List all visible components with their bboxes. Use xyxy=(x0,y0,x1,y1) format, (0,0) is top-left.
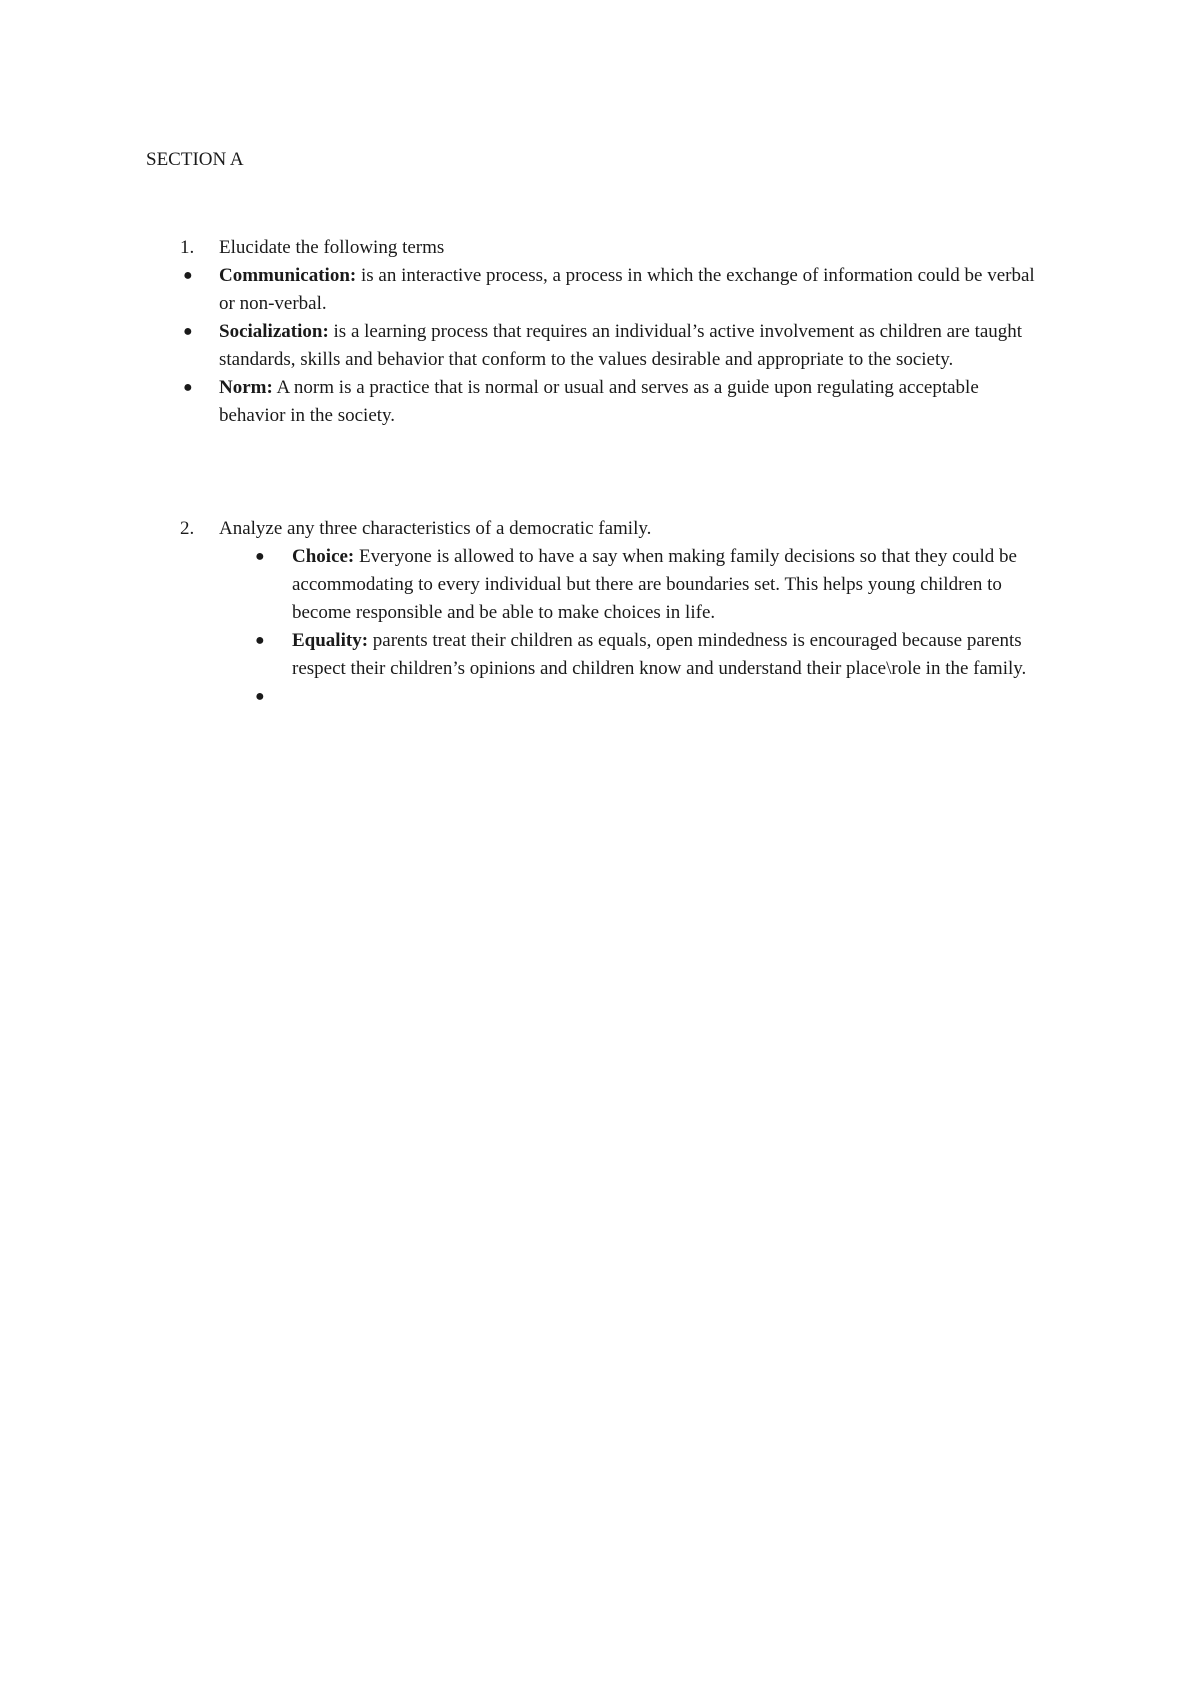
bullet-icon: ● xyxy=(255,688,265,705)
term-label: Communication: xyxy=(219,265,357,286)
question-1-heading xyxy=(0,234,1200,262)
section-title: SECTION A xyxy=(146,149,244,170)
term-definition: A norm is a practice that is normal or usual and serves as a guide upon regulating acceptable behavior in the society. xyxy=(219,377,979,426)
question-2-heading xyxy=(0,515,1200,543)
term-label: Equality: xyxy=(292,630,369,651)
list-item xyxy=(0,374,1200,430)
term-definition: is an interactive process, a process in which the exchange of information could be verbal or non-verbal. xyxy=(219,265,1035,314)
term-definition: parents treat their children as equals, open mindedness is encouraged because parents respect their children’s opinions and children know and understand their place\role in the family. xyxy=(292,630,1027,679)
bullet-icon: ● xyxy=(183,267,193,284)
list-item xyxy=(0,262,1200,318)
list-item xyxy=(0,543,1200,627)
list-item-body xyxy=(292,627,1042,683)
list-item xyxy=(0,318,1200,374)
question-1 xyxy=(0,234,1200,430)
bullet-icon: ● xyxy=(183,379,193,396)
question-prompt: Elucidate the following terms xyxy=(219,237,445,258)
bullet-icon: ● xyxy=(255,548,265,565)
list-item-body xyxy=(219,374,1039,430)
question-number: 2. xyxy=(180,518,195,539)
term-definition: is a learning process that requires an individual’s active involvement as children are taught standards, skills and behavior that conform to the values desirable and appropriate to the society. xyxy=(219,321,1023,370)
term-definition: Everyone is allowed to have a say when making family decisions so that they could be accommodating to every individual but there are boundaries set. This helps young children to become responsible and be able to make choices in life. xyxy=(292,546,1017,623)
term-label: Norm: xyxy=(219,377,273,398)
list-item-empty xyxy=(0,683,1200,711)
list-item-body xyxy=(219,262,1039,318)
list-item-body xyxy=(219,318,1039,374)
bullet-icon: ● xyxy=(255,632,265,649)
list-item xyxy=(0,627,1200,683)
question-2 xyxy=(0,515,1200,711)
term-label: Socialization: xyxy=(219,321,329,342)
list-item-body xyxy=(292,543,1042,627)
question-number: 1. xyxy=(180,237,195,258)
bullet-icon: ● xyxy=(183,323,193,340)
term-label: Choice: xyxy=(292,546,355,567)
question-prompt: Analyze any three characteristics of a democratic family. xyxy=(219,518,652,539)
